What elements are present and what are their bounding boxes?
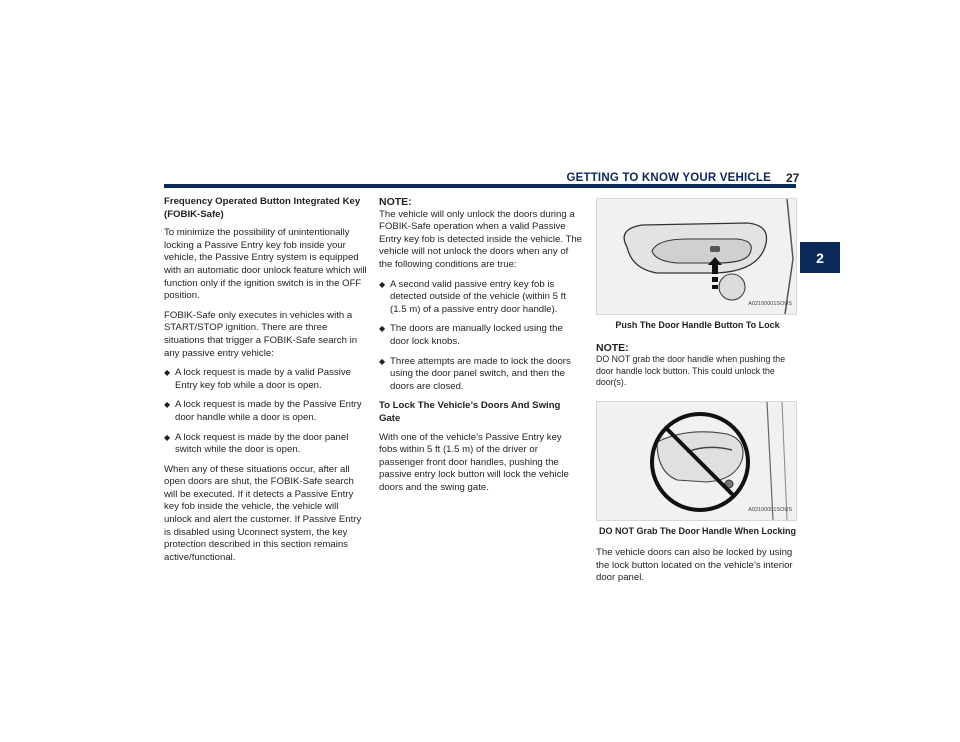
bullet-item: ◆ A second valid passive entry key fob is detected outside of the vehicle (within 5 ft (1.5 m) of a passive entry door handle). [379, 279, 582, 317]
bullet-list [164, 367, 367, 457]
chapter-tab[interactable]: 2 [800, 242, 840, 273]
bullet-list [379, 279, 582, 394]
prohibited-grab-illustration [597, 402, 796, 520]
paragraph: The vehicle doors can also be locked by using the lock button located on the vehicle’s interior door panel. [596, 547, 793, 584]
paragraph: When any of these situations occur, after all open doors are shut, the FOBIK-Safe search will be executed. If it detects a Passive Entry key fob inside the vehicle, the vehicle will unlock and alert the customer. If Passive Entry is disabled using Uconnect system, the key protection described in this section remains active/functional. [164, 463, 362, 563]
note-label: NOTE: [379, 196, 412, 208]
door-handle-illustration [597, 199, 796, 314]
bullet-item: ◆ A lock request is made by the door panel switch while the door is open. [164, 432, 367, 457]
note-label: NOTE: [596, 341, 629, 354]
header-rule [164, 184, 796, 188]
bullet-item: ◆ A lock request is made by a valid Passive Entry key fob while a door is open. [164, 367, 367, 392]
column-3 [596, 196, 799, 592]
section-heading-lock-doors: To Lock The Vehicle’s Doors And Swing Gate [379, 400, 561, 424]
figure-caption: DO NOT Grab The Door Handle When Locking [598, 525, 796, 536]
bullet-item: ◆ The doors are manually locked using the door lock knobs. [379, 323, 582, 348]
column-2 [379, 196, 582, 501]
note-text: The vehicle will only unlock the doors during a FOBIK-Safe operation when a valid Passive Entry key fob is detected inside the vehicle. The vehicle will not unlock the doors when any of the following conditions are true: [379, 208, 583, 270]
figure-code: A02100001SOUS [748, 301, 792, 308]
section-heading-fobik-safe: Frequency Operated Button Integrated Key (FOBIK-Safe) [164, 196, 361, 220]
page-number: 27 [786, 171, 800, 185]
note-text: DO NOT grab the door handle when pushing the door handle lock button. This could unlock the door(s). [596, 354, 786, 388]
paragraph: With one of the vehicle’s Passive Entry key fobs within 5 ft (1.5 m) of the driver or passenger front door handles, pushing the passive entry lock button will lock the vehicle doors and the swing gate. [379, 431, 569, 493]
figure-code: A02100001SOUS [748, 507, 792, 514]
running-header-title: GETTING TO KNOW YOUR VEHICLE [566, 172, 771, 184]
figure-caption: Push The Door Handle Button To Lock [615, 320, 780, 330]
bullet-item: ◆ Three attempts are made to lock the doors using the door panel switch, and then the doors are closed. [379, 356, 582, 394]
column-1 [164, 196, 367, 571]
paragraph: To minimize the possibility of unintentionally locking a Passive Entry key fob inside your vehicle, the Passive Entry system is equipped with an automatic door unlock feature which will function only if the ignition switch is in the OFF position. [164, 227, 367, 302]
figure-do-not-grab-handle [596, 401, 797, 521]
figure-door-handle-button [596, 198, 797, 315]
bullet-item: ◆ A lock request is made by the Passive Entry door handle while a door is open. [164, 399, 367, 424]
paragraph: FOBIK-Safe only executes in vehicles with a START/STOP ignition. There are three situations that trigger a FOBIK-Safe search in any passive entry vehicle: [164, 309, 358, 359]
